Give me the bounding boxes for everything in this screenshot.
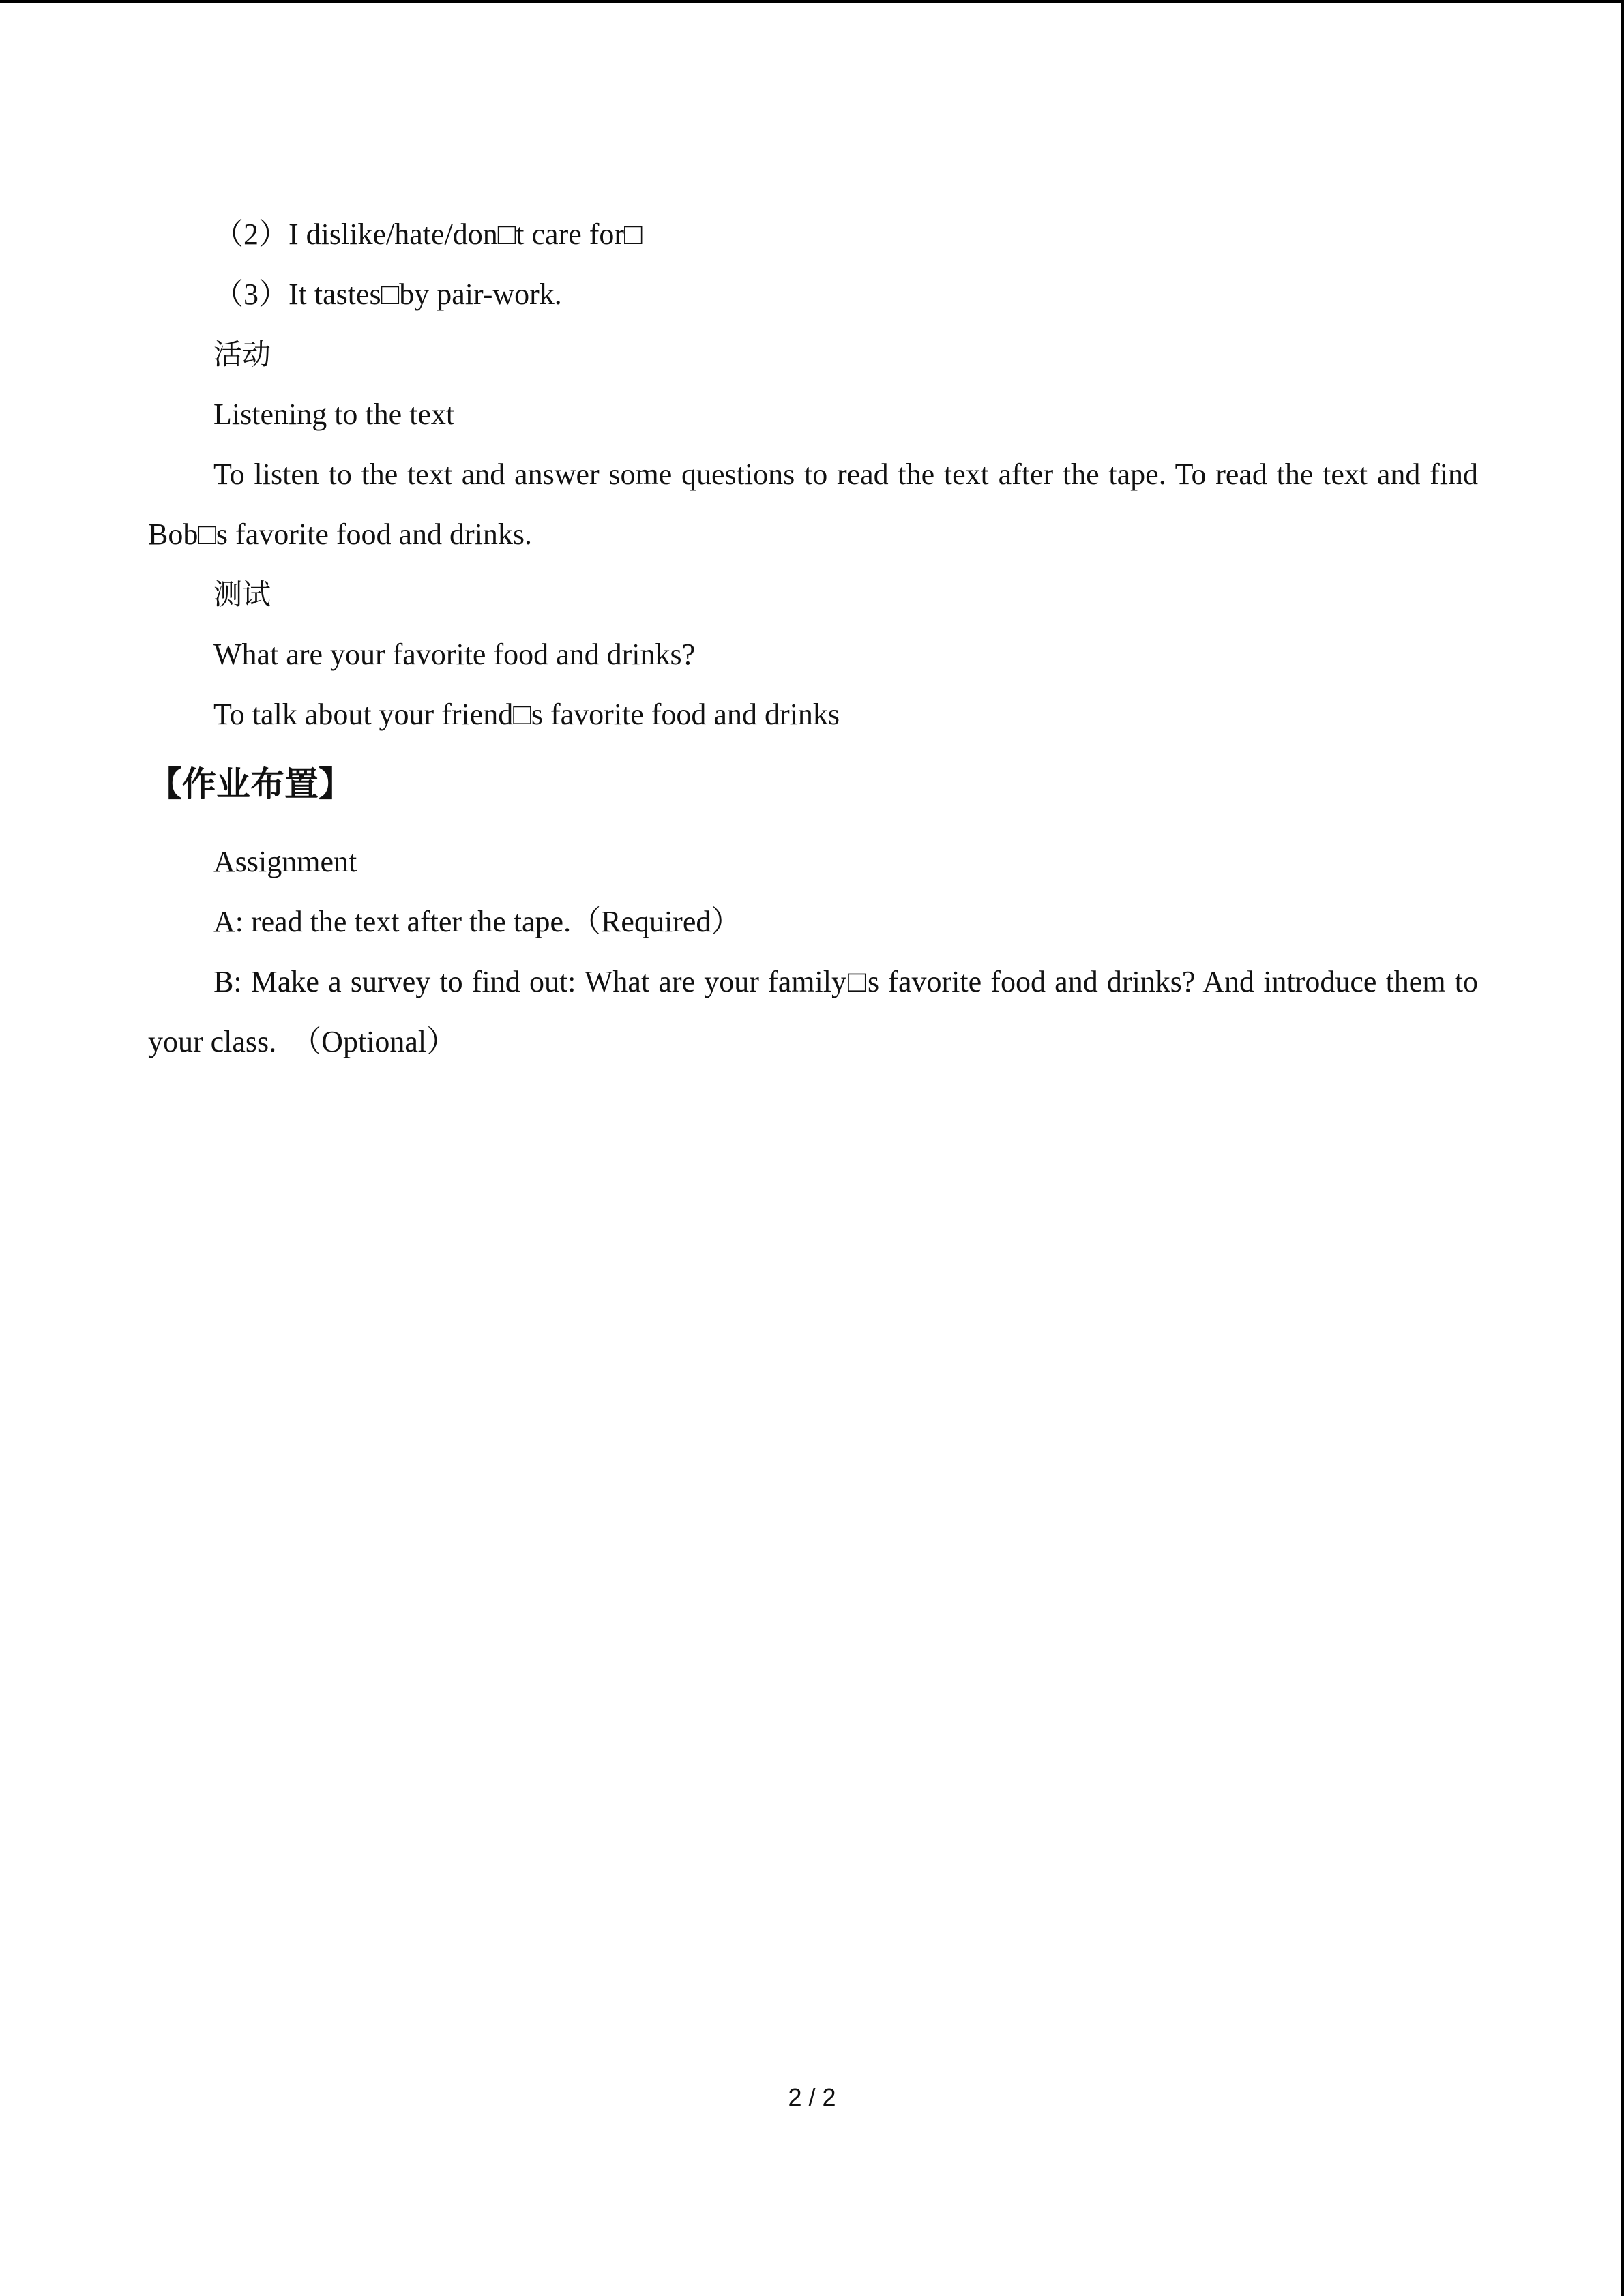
- page-border-right: [1621, 0, 1624, 2296]
- page-number: 2 / 2: [788, 2083, 836, 2111]
- text-line-item-3: （3）It tastes□by pair-work.: [213, 278, 562, 311]
- test-task: To talk about your friend□s favorite food and drinks: [213, 698, 840, 731]
- page-border-top: [0, 0, 1624, 3]
- test-question: What are your favorite food and drinks?: [213, 638, 696, 671]
- document-body: [148, 205, 1486, 1072]
- activity-title: Listening to the text: [213, 398, 455, 431]
- text-line-item-2: （2）I dislike/hate/don□t care for□: [213, 218, 643, 251]
- section-label-activity: 活动: [213, 338, 271, 371]
- assignment-b: B: Make a survey to find out: What are your family□s favorite food and drinks? And introduce them to your class. （Optional）: [148, 965, 1486, 1058]
- assignment-title: Assignment: [213, 845, 357, 878]
- activity-description: To listen to the text and answer some questions to read the text after the tape. To read the text and find Bob□s favorite food and drinks.: [148, 458, 1486, 551]
- section-label-test: 测试: [213, 578, 271, 611]
- assignment-a: A: read the text after the tape.（Required）: [213, 905, 741, 938]
- section-heading-assignment: 【作业布置】: [148, 764, 353, 804]
